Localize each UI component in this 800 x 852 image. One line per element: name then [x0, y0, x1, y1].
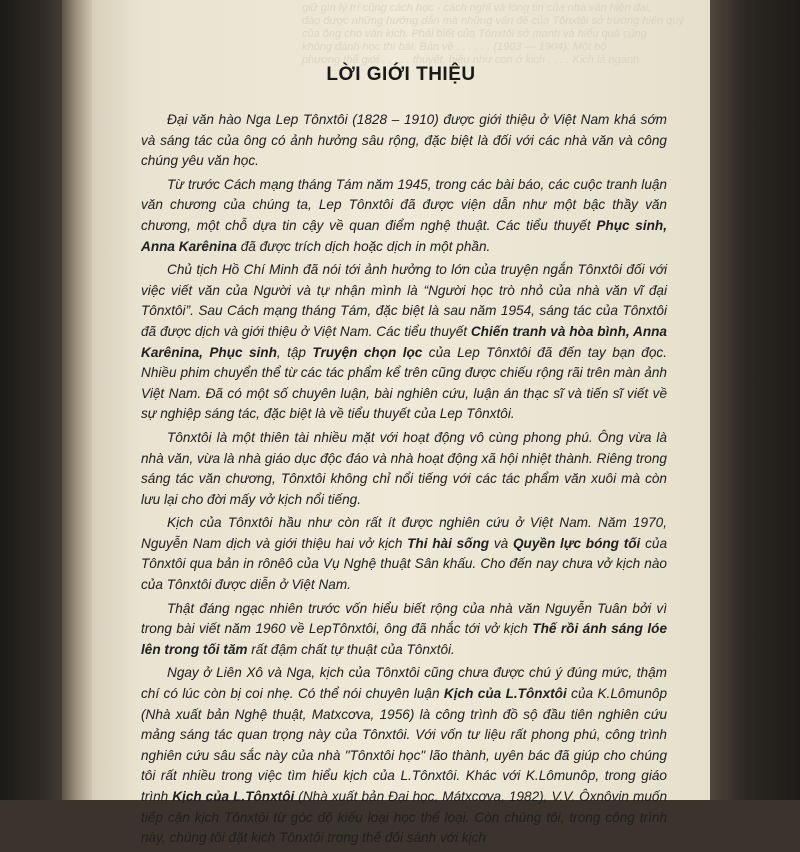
- bleed-line: phương thế giới . . . . . thuyết, hiệu như con ở kịch . . . . Kịch là ngành: [302, 54, 640, 66]
- paragraph: [141, 599, 667, 661]
- background-right: [710, 0, 800, 800]
- text-run: (Nhà xuất bản Đại học, Mátxcơva, 1982), V.V. Ôxnôvin muốn tiếp cận kịch Tônxtôi từ góc độ kiểu loại học thể loại. Còn chúng tôi, trong công trình này, chúng tôi đặt kịch Tônxtôi trong thế đối sánh với kịch: [141, 789, 668, 846]
- text-run: rất đậm chất tự thuật của Tônxtôi.: [247, 641, 455, 657]
- bold-title: Kịch của L.Tônxtôi: [172, 789, 295, 804]
- bold-title: Chiến tranh và hòa bình, Anna Karênina, Phục sinh: [141, 323, 667, 360]
- bleed-through-text: [92, 0, 710, 110]
- text-run: Từ trước Cách mạng tháng Tám năm 1945, trong các bài báo, các cuộc tranh luận văn chương của chúng ta, Lep Tônxtôi đã được viện dẫn như một bậc thầy văn chương, một chỗ dựa tin cậy về quan điểm nghệ thuật. Các tiểu thuyết: [141, 176, 667, 233]
- text-run: Tônxtôi là một thiên tài nhiều mặt với hoạt động vô cùng phong phú. Ông vừa là nhà văn, vừa là nhà giáo dục độc đáo và nhà hoạt động xã hội nhiệt thành. Riêng trong sáng tác văn chương, Tônxtôi không chỉ nổi tiếng với các tác phẩm văn xuôi mà còn lưu lại cho đời mấy vở kịch nổi tiếng.: [141, 429, 667, 507]
- bold-title: Kịch của L.Tônxtôi: [443, 686, 567, 702]
- bold-title: Truyện chọn lọc: [312, 344, 423, 360]
- paragraph: [141, 110, 667, 172]
- bleed-line: của ông cho văn kịch. Phải biết của Tônxtôi sở mạnh và hiểu quả cũng: [302, 28, 647, 40]
- paragraph: [141, 260, 667, 425]
- text-run: Chủ tịch Hồ Chí Minh đã nói tới ảnh hưởng to lớn của truyện ngắn Tônxtôi đối với việc viết văn của Người và tự nhận mình là “Người học trò nhỏ của nhà văn vĩ đại Tônxtôi”. Sau Cách mạng tháng Tám, đặc biệt là sau năm 1954, sáng tác của Tônxtôi đã được dịch và giới thiệu ở Việt Nam. Các tiểu thuyết: [141, 262, 667, 339]
- bold-title: Thế rồi ánh sáng lóe lên trong tối tăm: [141, 621, 668, 657]
- paragraph: [141, 663, 667, 848]
- book-page: [92, 0, 710, 846]
- bold-title: Quyền lực bóng tối: [512, 535, 641, 551]
- text-run: của K.Lômunôp (Nhà xuất bản Nghệ thuật, Matxcơva, 1956) là công trình đồ sộ đầu tiên nghiên cứu mảng sáng tác quan trọng này của Tônxtôi. Với vốn tư liệu rất phong phú, công trình nghiên cứu sâu sắc này của nhà "Tônxtôi học" lão thành, uyên bác đã giúp cho chúng tôi rất nhiều trong việc tìm hiểu kịch của L.Tônxtôi. Khác với K.Lômunôp, trong giáo trình: [141, 686, 668, 804]
- text-run: Ngay ở Liên Xô và Nga, kịch của Tônxtôi cũng chưa được chú ý đúng mức, thậm chí có lúc còn bị coi nhẹ. Có thể nói chuyên luận: [141, 665, 667, 702]
- bleed-line: giữ gìn lý trí cũng cách học - cách nghĩ và lòng tin của nhà văn hiện đại,: [302, 2, 652, 14]
- text-run: Kịch của Tônxtôi hầu như còn rất ít được nghiên cứu ở Việt Nam. Năm 1970, Nguyễn Nam dịch và giới thiệu hai vở kịch: [141, 515, 667, 551]
- text-run: của Lep Tônxtôi đã đến tay bạn đọc. Nhiều phim chuyển thể từ các tác phẩm kể trên cũng được chiếu rộng rãi trên màn ảnh Việt Nam. Đã có một số chuyên luận, bài nghiên cứu, luận án thạc sĩ và tiến sĩ viết về sự nghiệp sáng tác, đặc biệt là về tiểu thuyết của Lep Tônxtôi.: [141, 344, 668, 422]
- text-run: và: [489, 535, 513, 551]
- text-run: , tập: [276, 344, 313, 360]
- text-run: đã được trích dịch hoặc dịch in một phần.: [236, 238, 491, 254]
- text-run: của Tônxtôi qua bản in rônêô của Vụ Nghệ thuật Sân khấu. Cho đến nay chưa vở kịch nào của Tônxtôi được diễn ở Việt Nam.: [141, 535, 667, 593]
- bleed-line: không đánh học thì bài. Bản vẽ . . . . . . (1903 — 1904): Một bộ: [302, 41, 607, 53]
- body-text: [141, 110, 667, 852]
- bold-title: Phục sinh, Anna Karênina: [141, 217, 667, 254]
- paragraph: [141, 175, 667, 257]
- background-left: [0, 0, 70, 800]
- page-title: LỜI GIỚI THIỆU: [326, 64, 476, 85]
- text-run: Đại văn hào Nga Lep Tônxtôi (1828 – 1910) được giới thiệu ở Việt Nam khá sớm và sáng tác của ông có ảnh hưởng sâu rộng, đặc biệt là đối với các nhà văn và công chúng yêu văn học.: [141, 112, 667, 169]
- bleed-line: đào được những hướng dẫn mà những vấn đề của Tônxtôi sở trường hiện quý: [302, 15, 684, 27]
- paragraph: [141, 513, 667, 595]
- bold-title: Thi hài sống: [407, 535, 490, 551]
- text-run: Thật đáng ngạc nhiên trước vốn hiểu biết rộng của nhà văn Nguyễn Tuân bởi vì trong bài viết năm 1960 về LepTônxtôi, ông đã nhắc tới vở kịch: [141, 600, 667, 637]
- paragraph: [141, 428, 667, 510]
